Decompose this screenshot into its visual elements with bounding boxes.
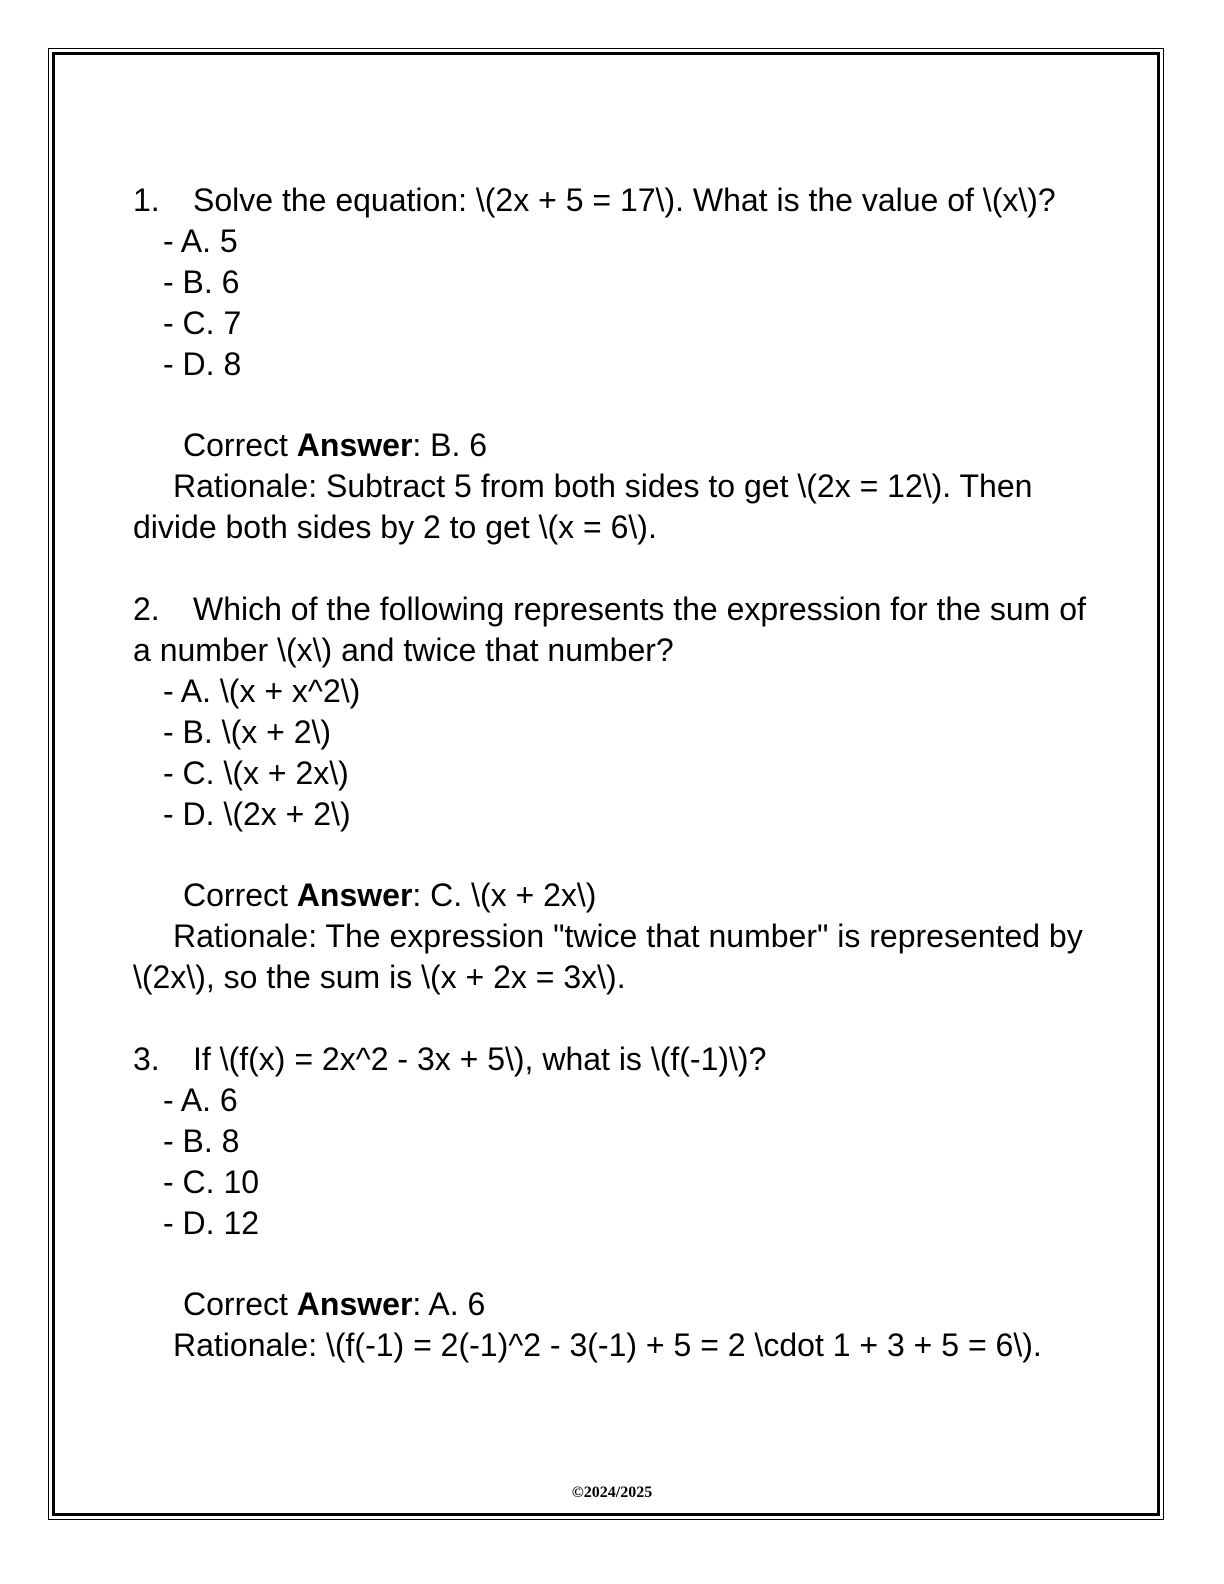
option: - C. \(x + 2x\): [163, 754, 349, 791]
correct-answer: Correct Answer: C. \(x + 2x\): [183, 877, 597, 914]
question-3: [133, 1039, 1088, 1366]
option: - C. 10: [163, 1163, 260, 1200]
option: - D. \(2x + 2\): [163, 795, 351, 832]
option: - A. 5: [163, 222, 238, 259]
rationale: Rationale: The expression "twice that number" is represented by \(2x\), so the sum is \(x + 2x = 3x\).: [133, 918, 1083, 996]
option: - B. 6: [163, 263, 240, 300]
question-text: Solve the equation: \(2x + 5 = 17\). What is the value of \(x\)?: [193, 182, 1056, 218]
copyright-footer: ©2024/2025: [571, 1484, 653, 1501]
correct-answer: Correct Answer: B. 6: [183, 427, 488, 464]
question-text: If \(f(x) = 2x^2 - 3x + 5\), what is \(f(-1)\)?: [193, 1040, 767, 1077]
option: - B. \(x + 2\): [163, 713, 332, 750]
option: - C. 7: [163, 304, 242, 341]
correct-answer: Correct Answer: A. 6: [183, 1286, 486, 1323]
option: - D. 8: [163, 345, 242, 382]
option: - D. 12: [163, 1204, 260, 1241]
question-2: [133, 589, 1088, 1039]
rationale: Rationale: Subtract 5 from both sides to get \(2x = 12\). Then divide both sides by 2 to get \(x = 6\).: [133, 468, 1033, 546]
option: - A. 6: [163, 1081, 238, 1118]
question-number: 3.: [133, 1040, 160, 1077]
option: - A. \(x + x^2\): [163, 672, 361, 709]
rationale: Rationale: \(f(-1) = 2(-1)^2 - 3(-1) + 5 = 2 \cdot 1 + 3 + 5 = 6\).: [173, 1327, 1042, 1364]
option: - B. 8: [163, 1122, 240, 1159]
question-1: [133, 180, 1088, 589]
document-body: [133, 180, 1088, 1366]
question-number: 1.: [133, 182, 160, 218]
question-number: 2.: [133, 591, 160, 628]
question-text: Which of the following represents the expression for the sum of a number \(x\) and twice that number?: [133, 591, 1086, 668]
